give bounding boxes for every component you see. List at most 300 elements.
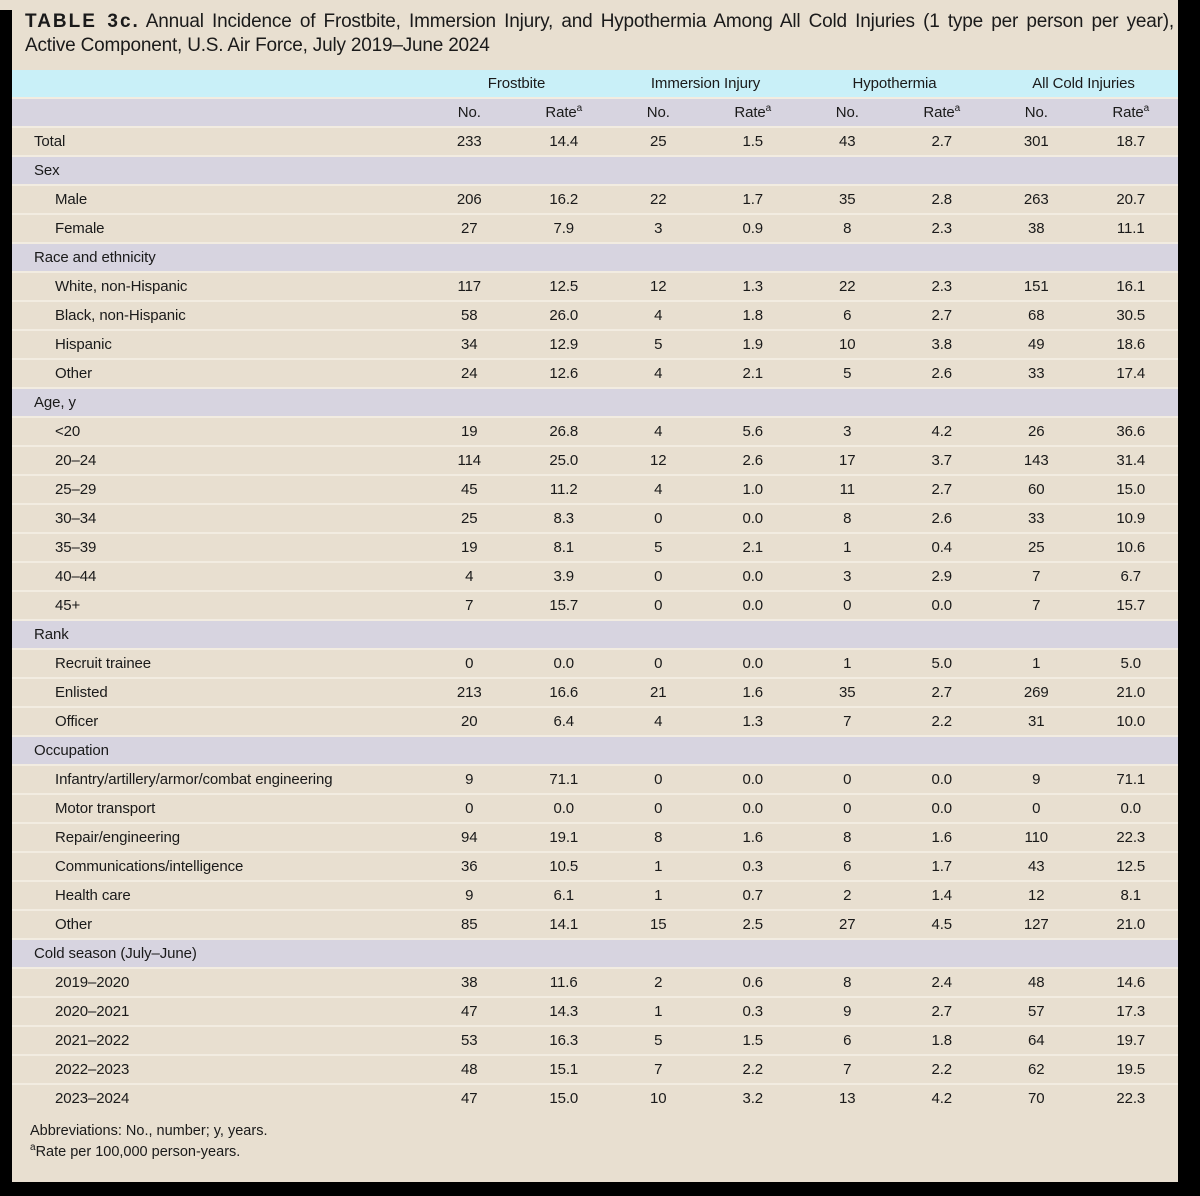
cell-value: 48 bbox=[989, 967, 1084, 996]
column-header-no: No. bbox=[800, 97, 895, 126]
cell-value: 17.4 bbox=[1084, 358, 1179, 387]
column-group-hypothermia: Hypothermia bbox=[800, 70, 989, 97]
cell-value: 8 bbox=[611, 822, 706, 851]
rate-footnote-marker: a bbox=[765, 103, 772, 114]
cell-value: 2.7 bbox=[895, 126, 990, 155]
table-row bbox=[12, 1054, 1178, 1083]
cell-value: 21.0 bbox=[1084, 909, 1179, 938]
cell-value: 0.0 bbox=[895, 793, 990, 822]
cell-value: 34 bbox=[422, 329, 517, 358]
cell-value: 269 bbox=[989, 677, 1084, 706]
cell-value: 4 bbox=[611, 300, 706, 329]
cell-value: 25 bbox=[989, 532, 1084, 561]
row-label: White, non-Hispanic bbox=[12, 271, 422, 300]
table-row bbox=[12, 1025, 1178, 1054]
cell-value: 0 bbox=[422, 648, 517, 677]
cell-value: 0 bbox=[611, 793, 706, 822]
column-group-immersion-injury: Immersion Injury bbox=[611, 70, 800, 97]
cell-value: 10.0 bbox=[1084, 706, 1179, 735]
cell-value: 12.9 bbox=[517, 329, 612, 358]
cell-value: 71.1 bbox=[517, 764, 612, 793]
cell-value: 1.6 bbox=[706, 822, 801, 851]
cell-value: 2.7 bbox=[895, 996, 990, 1025]
cell-value: 6.7 bbox=[1084, 561, 1179, 590]
cell-value: 3.9 bbox=[517, 561, 612, 590]
table-row bbox=[12, 445, 1178, 474]
cell-value: 2.6 bbox=[895, 503, 990, 532]
section-label: Rank bbox=[12, 619, 1178, 648]
cell-value: 12.6 bbox=[517, 358, 612, 387]
table-row bbox=[12, 532, 1178, 561]
cell-value: 1.4 bbox=[895, 880, 990, 909]
cell-value: 35 bbox=[800, 184, 895, 213]
column-header-rate: Rate$^a$ bbox=[517, 97, 612, 126]
row-label: 40–44 bbox=[12, 561, 422, 590]
cell-value: 8 bbox=[800, 503, 895, 532]
cell-value: 2.5 bbox=[706, 909, 801, 938]
section-header-row bbox=[12, 619, 1178, 648]
cell-value: 4.2 bbox=[895, 416, 990, 445]
cell-value: 7 bbox=[422, 590, 517, 619]
column-group-header-row bbox=[12, 70, 1178, 97]
cell-value: 0.0 bbox=[706, 503, 801, 532]
cell-value: 6 bbox=[800, 851, 895, 880]
cell-value: 4 bbox=[611, 706, 706, 735]
cell-value: 6.1 bbox=[517, 880, 612, 909]
cell-value: 3 bbox=[611, 213, 706, 242]
cell-value: 33 bbox=[989, 358, 1084, 387]
cell-value: 14.4 bbox=[517, 126, 612, 155]
footnote-abbreviations: Abbreviations: No., number; y, years. bbox=[30, 1123, 268, 1139]
row-label: Recruit trainee bbox=[12, 648, 422, 677]
cell-value: 0 bbox=[800, 590, 895, 619]
cell-value: 1 bbox=[611, 851, 706, 880]
cell-value: 3 bbox=[800, 416, 895, 445]
table-row bbox=[12, 358, 1178, 387]
cell-value: 7.9 bbox=[517, 213, 612, 242]
cell-value: 2.2 bbox=[706, 1054, 801, 1083]
cell-value: 15.1 bbox=[517, 1054, 612, 1083]
cell-value: 21 bbox=[611, 677, 706, 706]
rate-footnote-marker: a bbox=[1143, 103, 1150, 114]
section-label: Cold season (July–June) bbox=[12, 938, 1178, 967]
cell-value: 1.9 bbox=[706, 329, 801, 358]
cell-value: 12.5 bbox=[1084, 851, 1179, 880]
cell-value: 19 bbox=[422, 416, 517, 445]
cell-value: 143 bbox=[989, 445, 1084, 474]
row-label: 20–24 bbox=[12, 445, 422, 474]
cell-value: 18.7 bbox=[1084, 126, 1179, 155]
cell-value: 4 bbox=[611, 416, 706, 445]
cell-value: 15.0 bbox=[1084, 474, 1179, 503]
cell-value: 4.2 bbox=[895, 1083, 990, 1112]
cell-value: 18.6 bbox=[1084, 329, 1179, 358]
section-label: Occupation bbox=[12, 735, 1178, 764]
cell-value: 0 bbox=[611, 648, 706, 677]
cell-value: 8.1 bbox=[517, 532, 612, 561]
column-group-all-cold-injuries: All Cold Injuries bbox=[989, 70, 1178, 97]
cell-value: 26.0 bbox=[517, 300, 612, 329]
column-header-no: No. bbox=[989, 97, 1084, 126]
section-label: Race and ethnicity bbox=[12, 242, 1178, 271]
cell-value: 47 bbox=[422, 996, 517, 1025]
cell-value: 14.6 bbox=[1084, 967, 1179, 996]
cell-value: 8 bbox=[800, 213, 895, 242]
row-label: 2021–2022 bbox=[12, 1025, 422, 1054]
cell-value: 2.6 bbox=[706, 445, 801, 474]
cell-value: 1 bbox=[989, 648, 1084, 677]
table-title bbox=[12, 0, 1178, 58]
table-header bbox=[12, 70, 1178, 126]
cell-value: 15.7 bbox=[1084, 590, 1179, 619]
rate-footnote-marker: a bbox=[954, 103, 961, 114]
column-header-rate: Rate$^a$ bbox=[706, 97, 801, 126]
cell-value: 31.4 bbox=[1084, 445, 1179, 474]
cell-value: 233 bbox=[422, 126, 517, 155]
cell-value: 26 bbox=[989, 416, 1084, 445]
cell-value: 1.3 bbox=[706, 271, 801, 300]
row-label: Female bbox=[12, 213, 422, 242]
cell-value: 5.6 bbox=[706, 416, 801, 445]
row-label: Male bbox=[12, 184, 422, 213]
cell-value: 27 bbox=[422, 213, 517, 242]
column-header-rate: Rate$^a$ bbox=[895, 97, 990, 126]
cell-value: 3.2 bbox=[706, 1083, 801, 1112]
table-row bbox=[12, 590, 1178, 619]
incidence-table bbox=[12, 70, 1178, 1112]
cell-value: 0.9 bbox=[706, 213, 801, 242]
cell-value: 12 bbox=[611, 271, 706, 300]
cell-value: 5.0 bbox=[895, 648, 990, 677]
row-label: 2019–2020 bbox=[12, 967, 422, 996]
cell-value: 1 bbox=[800, 648, 895, 677]
cell-value: 4 bbox=[611, 358, 706, 387]
row-label: <20 bbox=[12, 416, 422, 445]
row-label: Repair/engineering bbox=[12, 822, 422, 851]
cell-value: 10 bbox=[800, 329, 895, 358]
cell-value: 10.6 bbox=[1084, 532, 1179, 561]
cell-value: 7 bbox=[800, 706, 895, 735]
cell-value: 1 bbox=[800, 532, 895, 561]
table-row bbox=[12, 880, 1178, 909]
cell-value: 9 bbox=[800, 996, 895, 1025]
cell-value: 1.8 bbox=[895, 1025, 990, 1054]
column-header-no: No. bbox=[422, 97, 517, 126]
cell-value: 30.5 bbox=[1084, 300, 1179, 329]
row-label: Other bbox=[12, 909, 422, 938]
column-header-rate: Rate$^a$ bbox=[1084, 97, 1179, 126]
cell-value: 22 bbox=[611, 184, 706, 213]
cell-value: 0 bbox=[800, 764, 895, 793]
row-label: 25–29 bbox=[12, 474, 422, 503]
cell-value: 127 bbox=[989, 909, 1084, 938]
row-label: 45+ bbox=[12, 590, 422, 619]
cell-value: 263 bbox=[989, 184, 1084, 213]
cell-value: 11 bbox=[800, 474, 895, 503]
cell-value: 43 bbox=[989, 851, 1084, 880]
table-row bbox=[12, 329, 1178, 358]
cell-value: 8 bbox=[800, 822, 895, 851]
cell-value: 0 bbox=[611, 764, 706, 793]
cell-value: 19 bbox=[422, 532, 517, 561]
cell-value: 3 bbox=[800, 561, 895, 590]
cell-value: 0 bbox=[611, 590, 706, 619]
cell-value: 6 bbox=[800, 300, 895, 329]
cell-value: 2.8 bbox=[895, 184, 990, 213]
table-row bbox=[12, 648, 1178, 677]
cell-value: 15 bbox=[611, 909, 706, 938]
row-label: Officer bbox=[12, 706, 422, 735]
row-label: Hispanic bbox=[12, 329, 422, 358]
cell-value: 58 bbox=[422, 300, 517, 329]
cell-value: 9 bbox=[989, 764, 1084, 793]
cell-value: 2 bbox=[800, 880, 895, 909]
cell-value: 38 bbox=[422, 967, 517, 996]
cell-value: 60 bbox=[989, 474, 1084, 503]
cell-value: 31 bbox=[989, 706, 1084, 735]
cell-value: 7 bbox=[800, 1054, 895, 1083]
cell-value: 70 bbox=[989, 1083, 1084, 1112]
cell-value: 25.0 bbox=[517, 445, 612, 474]
cell-value: 11.6 bbox=[517, 967, 612, 996]
scan-edge-patch bbox=[0, 0, 12, 10]
section-header-row bbox=[12, 387, 1178, 416]
section-header-row bbox=[12, 155, 1178, 184]
cell-value: 0.0 bbox=[706, 561, 801, 590]
cell-value: 3.7 bbox=[895, 445, 990, 474]
cell-value: 10.9 bbox=[1084, 503, 1179, 532]
cell-value: 85 bbox=[422, 909, 517, 938]
table-title-line1 bbox=[25, 10, 1174, 34]
cell-value: 7 bbox=[989, 590, 1084, 619]
cell-value: 25 bbox=[422, 503, 517, 532]
cell-value: 13 bbox=[800, 1083, 895, 1112]
cell-value: 6.4 bbox=[517, 706, 612, 735]
cell-value: 4 bbox=[611, 474, 706, 503]
cell-value: 2.3 bbox=[895, 271, 990, 300]
cell-value: 27 bbox=[800, 909, 895, 938]
cell-value: 2.9 bbox=[895, 561, 990, 590]
cell-value: 7 bbox=[989, 561, 1084, 590]
cell-value: 24 bbox=[422, 358, 517, 387]
row-label: Motor transport bbox=[12, 793, 422, 822]
table-row bbox=[12, 561, 1178, 590]
footnote-rate-definition: $^a$Rate per 100,000 person-years. bbox=[30, 1142, 241, 1160]
table-row bbox=[12, 793, 1178, 822]
cell-value: 47 bbox=[422, 1083, 517, 1112]
table-row bbox=[12, 677, 1178, 706]
cell-value: 301 bbox=[989, 126, 1084, 155]
row-label: 2020–2021 bbox=[12, 996, 422, 1025]
table-row bbox=[12, 184, 1178, 213]
cell-value: 0 bbox=[800, 793, 895, 822]
cell-value: 64 bbox=[989, 1025, 1084, 1054]
cell-value: 0.0 bbox=[1084, 793, 1179, 822]
cell-value: 21.0 bbox=[1084, 677, 1179, 706]
cell-value: 0 bbox=[989, 793, 1084, 822]
row-label: Health care bbox=[12, 880, 422, 909]
row-label: Enlisted bbox=[12, 677, 422, 706]
row-label: Other bbox=[12, 358, 422, 387]
cell-value: 2 bbox=[611, 967, 706, 996]
cell-value: 1 bbox=[611, 880, 706, 909]
cell-value: 5 bbox=[611, 1025, 706, 1054]
cell-value: 22 bbox=[800, 271, 895, 300]
table-row bbox=[12, 416, 1178, 445]
cell-value: 0.0 bbox=[706, 590, 801, 619]
cell-value: 5 bbox=[611, 532, 706, 561]
cell-value: 7 bbox=[611, 1054, 706, 1083]
cell-value: 22.3 bbox=[1084, 1083, 1179, 1112]
cell-value: 33 bbox=[989, 503, 1084, 532]
cell-value: 1 bbox=[611, 996, 706, 1025]
column-header-no: No. bbox=[611, 97, 706, 126]
table-row bbox=[12, 706, 1178, 735]
table-number-label: TABLE 3c. bbox=[25, 11, 140, 32]
cell-value: 35 bbox=[800, 677, 895, 706]
cell-value: 10.5 bbox=[517, 851, 612, 880]
cell-value: 45 bbox=[422, 474, 517, 503]
header-spacer bbox=[12, 70, 422, 97]
cell-value: 2.1 bbox=[706, 358, 801, 387]
cell-value: 38 bbox=[989, 213, 1084, 242]
cell-value: 8.3 bbox=[517, 503, 612, 532]
cell-value: 2.7 bbox=[895, 474, 990, 503]
cell-value: 8.1 bbox=[1084, 880, 1179, 909]
table-row bbox=[12, 300, 1178, 329]
cell-value: 5 bbox=[611, 329, 706, 358]
cell-value: 53 bbox=[422, 1025, 517, 1054]
cell-value: 0.0 bbox=[895, 590, 990, 619]
cell-value: 57 bbox=[989, 996, 1084, 1025]
table-row bbox=[12, 996, 1178, 1025]
cell-value: 213 bbox=[422, 677, 517, 706]
cell-value: 68 bbox=[989, 300, 1084, 329]
table-title-line2: Active Component, U.S. Air Force, July 2019–June 2024 bbox=[25, 35, 490, 56]
cell-value: 0 bbox=[422, 793, 517, 822]
cell-value: 0 bbox=[611, 561, 706, 590]
cell-value: 20.7 bbox=[1084, 184, 1179, 213]
table-row bbox=[12, 271, 1178, 300]
cell-value: 1.6 bbox=[706, 677, 801, 706]
cell-value: 36.6 bbox=[1084, 416, 1179, 445]
cell-value: 2.4 bbox=[895, 967, 990, 996]
cell-value: 14.1 bbox=[517, 909, 612, 938]
cell-value: 2.2 bbox=[895, 706, 990, 735]
cell-value: 3.8 bbox=[895, 329, 990, 358]
cell-value: 1.3 bbox=[706, 706, 801, 735]
section-header-row bbox=[12, 242, 1178, 271]
cell-value: 16.3 bbox=[517, 1025, 612, 1054]
row-label: 30–34 bbox=[12, 503, 422, 532]
table-row bbox=[12, 967, 1178, 996]
table-footnotes bbox=[30, 1121, 1178, 1163]
cell-value: 19.1 bbox=[517, 822, 612, 851]
cell-value: 0.0 bbox=[706, 648, 801, 677]
column-subheader-row bbox=[12, 97, 1178, 126]
row-label: Communications/intelligence bbox=[12, 851, 422, 880]
cell-value: 1.0 bbox=[706, 474, 801, 503]
cell-value: 49 bbox=[989, 329, 1084, 358]
cell-value: 2.7 bbox=[895, 677, 990, 706]
rate-footnote-marker: a bbox=[30, 1142, 36, 1154]
cell-value: 0.0 bbox=[517, 648, 612, 677]
table-row bbox=[12, 851, 1178, 880]
table-row bbox=[12, 764, 1178, 793]
report-table-page bbox=[12, 0, 1178, 1182]
cell-value: 11.1 bbox=[1084, 213, 1179, 242]
cell-value: 0.4 bbox=[895, 532, 990, 561]
cell-value: 1.7 bbox=[706, 184, 801, 213]
cell-value: 17.3 bbox=[1084, 996, 1179, 1025]
cell-value: 0.3 bbox=[706, 996, 801, 1025]
row-label: Total bbox=[12, 126, 422, 155]
table-row bbox=[12, 474, 1178, 503]
cell-value: 5.0 bbox=[1084, 648, 1179, 677]
column-group-frostbite: Frostbite bbox=[422, 70, 611, 97]
cell-value: 0.0 bbox=[706, 793, 801, 822]
rate-footnote-marker: a bbox=[576, 103, 583, 114]
cell-value: 10 bbox=[611, 1083, 706, 1112]
row-label: 35–39 bbox=[12, 532, 422, 561]
table-row bbox=[12, 822, 1178, 851]
table-row bbox=[12, 1083, 1178, 1112]
row-label: Black, non-Hispanic bbox=[12, 300, 422, 329]
cell-value: 11.2 bbox=[517, 474, 612, 503]
table-row bbox=[12, 909, 1178, 938]
cell-value: 110 bbox=[989, 822, 1084, 851]
cell-value: 0.6 bbox=[706, 967, 801, 996]
cell-value: 12 bbox=[989, 880, 1084, 909]
cell-value: 117 bbox=[422, 271, 517, 300]
cell-value: 94 bbox=[422, 822, 517, 851]
row-label: 2023–2024 bbox=[12, 1083, 422, 1112]
cell-value: 26.8 bbox=[517, 416, 612, 445]
cell-value: 48 bbox=[422, 1054, 517, 1083]
cell-value: 1.6 bbox=[895, 822, 990, 851]
section-label: Age, y bbox=[12, 387, 1178, 416]
cell-value: 114 bbox=[422, 445, 517, 474]
cell-value: 62 bbox=[989, 1054, 1084, 1083]
cell-value: 5 bbox=[800, 358, 895, 387]
cell-value: 1.5 bbox=[706, 126, 801, 155]
cell-value: 6 bbox=[800, 1025, 895, 1054]
cell-value: 16.6 bbox=[517, 677, 612, 706]
cell-value: 1.7 bbox=[895, 851, 990, 880]
cell-value: 4 bbox=[422, 561, 517, 590]
table-body bbox=[12, 126, 1178, 1112]
row-label: 2022–2023 bbox=[12, 1054, 422, 1083]
cell-value: 0.0 bbox=[517, 793, 612, 822]
section-header-row bbox=[12, 938, 1178, 967]
cell-value: 36 bbox=[422, 851, 517, 880]
cell-value: 71.1 bbox=[1084, 764, 1179, 793]
cell-value: 9 bbox=[422, 880, 517, 909]
section-header-row bbox=[12, 735, 1178, 764]
cell-value: 0.7 bbox=[706, 880, 801, 909]
cell-value: 16.1 bbox=[1084, 271, 1179, 300]
cell-value: 43 bbox=[800, 126, 895, 155]
cell-value: 19.5 bbox=[1084, 1054, 1179, 1083]
cell-value: 19.7 bbox=[1084, 1025, 1179, 1054]
cell-value: 8 bbox=[800, 967, 895, 996]
cell-value: 12 bbox=[611, 445, 706, 474]
cell-value: 206 bbox=[422, 184, 517, 213]
cell-value: 2.6 bbox=[895, 358, 990, 387]
row-label: Infantry/artillery/armor/combat engineering bbox=[12, 764, 422, 793]
cell-value: 1.8 bbox=[706, 300, 801, 329]
cell-value: 1.5 bbox=[706, 1025, 801, 1054]
